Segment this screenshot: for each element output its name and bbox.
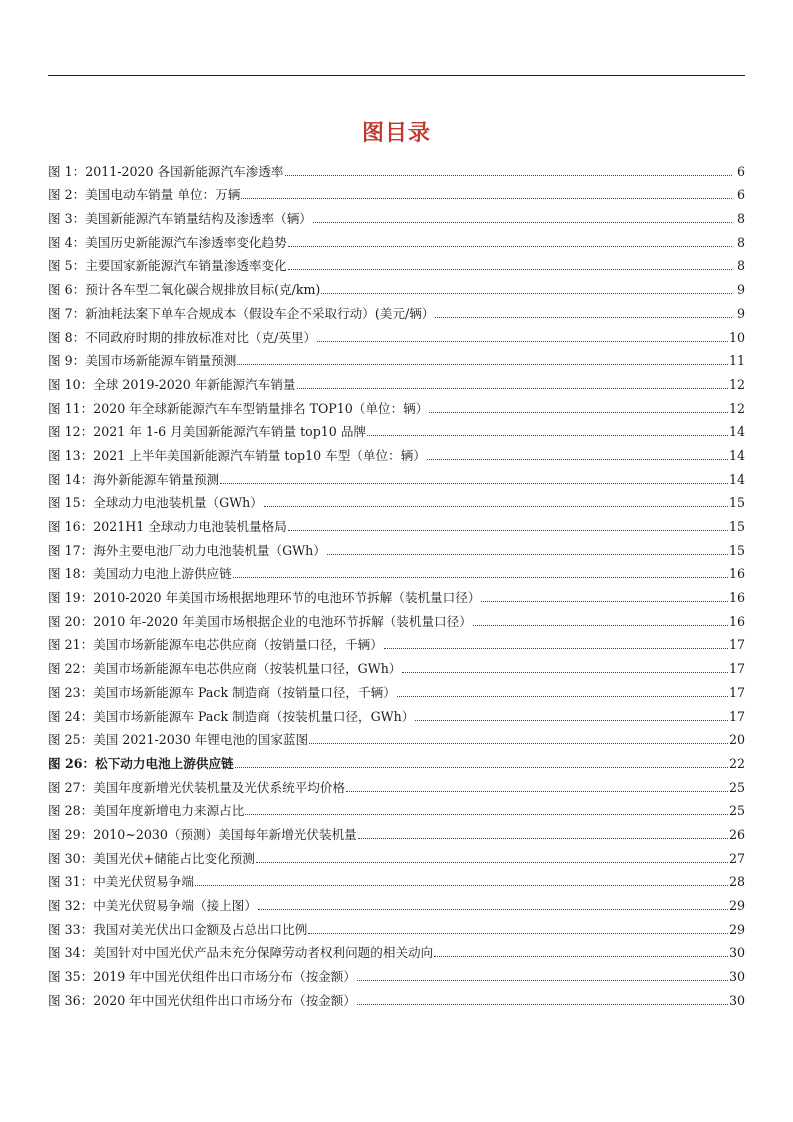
toc-entry-page: 16 (728, 613, 745, 629)
toc-entry-page: 22 (728, 755, 745, 771)
toc-entry-label: 图 19：2010-2020 年美国市场根据地理环节的电池环节拆解（装机量口径） (48, 590, 481, 606)
dot-leader (256, 861, 728, 863)
dot-leader (415, 719, 728, 721)
toc-entry-label: 图 33：我国对美光伏出口金额及占总出口比例 (48, 921, 308, 937)
toc-entry-label: 图 5：主要国家新能源汽车销量渗透率变化 (48, 258, 287, 274)
toc-entry[interactable] (48, 700, 745, 724)
dot-leader (402, 671, 728, 673)
toc-entry-label: 图 9：美国市场新能源车销量预测 (48, 353, 237, 369)
toc-entry-page: 17 (728, 661, 745, 677)
toc-entry[interactable] (48, 771, 745, 795)
toc-entry-page: 28 (728, 874, 745, 890)
toc-entry-label: 图 18：美国动力电池上游供应链 (48, 566, 232, 582)
dot-leader (358, 837, 728, 839)
toc-entry-page: 15 (728, 519, 745, 534)
toc-entry[interactable] (48, 416, 745, 440)
toc-entry-label: 图 12：2021 年 1-6 月美国新能源汽车销量 top10 品牌 (48, 424, 367, 440)
toc-entry[interactable] (48, 913, 745, 937)
toc-entry-page: 27 (728, 850, 745, 866)
toc-entry-label: 图 20：2010 年-2020 年美国市场根据企业的电池环节拆解（装机量口径） (48, 613, 472, 629)
toc-entry-page: 9 (736, 305, 745, 321)
toc-entry[interactable] (48, 818, 745, 842)
toc-entry[interactable] (48, 984, 745, 1008)
dot-leader (297, 387, 728, 389)
toc-entry-page: 26 (728, 826, 745, 842)
dot-leader (235, 766, 728, 768)
dot-leader (346, 790, 728, 792)
toc-entry[interactable] (48, 273, 745, 297)
toc-entry[interactable] (48, 179, 745, 203)
toc-entry[interactable] (48, 297, 745, 321)
toc-entry[interactable] (48, 747, 745, 771)
toc-entry-label: 图 8：不同政府时期的排放标准对比（克/英里） (48, 329, 317, 345)
toc-entry[interactable] (48, 226, 745, 250)
dot-leader (434, 955, 728, 957)
dot-leader (429, 411, 728, 413)
toc-entry-page: 12 (728, 376, 745, 392)
toc-entry-label: 图 28：美国年度新增电力来源占比 (48, 803, 245, 819)
toc-entry-label: 图 29：2010~2030（预测）美国每年新增光伏装机量 (48, 826, 357, 842)
toc-entry[interactable] (48, 558, 745, 582)
toc-entry[interactable] (48, 510, 745, 534)
toc-entry[interactable] (48, 321, 745, 345)
dot-leader (357, 979, 728, 981)
toc-entry-page: 29 (728, 921, 745, 937)
toc-entry[interactable] (48, 937, 745, 961)
toc-entry-page: 17 (728, 708, 745, 724)
toc-entry-label: 图 34：美国针对中国光伏产品未充分保障劳动者权利问题的相关动向 (48, 945, 434, 961)
dot-leader (481, 600, 728, 602)
toc-entry[interactable] (48, 676, 745, 700)
dot-leader (245, 813, 728, 815)
dot-leader (308, 932, 728, 934)
toc-entry-label: 图 10：全球 2019-2020 年新能源汽车销量 (48, 376, 296, 392)
toc-entry[interactable] (48, 155, 745, 179)
toc-entry[interactable] (48, 795, 745, 819)
toc-entry[interactable] (48, 866, 745, 890)
dot-leader (237, 363, 728, 365)
toc-entry-label: 图 26：松下动力电池上游供应链 (48, 755, 234, 771)
toc-entry-page: 17 (728, 684, 745, 700)
toc-entry-label: 图 4：美国历史新能源汽车渗透率变化趋势 (48, 234, 287, 250)
toc-entry-label: 图 16：2021H1 全球动力电池装机量格局 (48, 519, 287, 534)
toc-entry-page: 6 (736, 187, 745, 203)
dot-leader (288, 268, 732, 270)
toc-entry-page: 9 (736, 282, 745, 298)
toc-entry-page: 15 (728, 542, 745, 558)
toc-entry-page: 29 (728, 898, 745, 913)
toc-entry-label: 图 7：新油耗法案下单车合规成本（假设车企不采取行动）(美元/辆） (48, 305, 435, 321)
toc-entry-page: 25 (728, 779, 745, 795)
toc-entry-label: 图 3：美国新能源汽车销量结构及渗透率（辆） (48, 211, 312, 227)
toc-entry-label: 图 30：美国光伏+储能占比变化预测 (48, 850, 255, 866)
dot-leader (241, 197, 732, 199)
page-title: 图目录 (361, 121, 431, 146)
dot-leader (384, 647, 728, 649)
toc-entry-page: 25 (728, 803, 745, 819)
toc-entry[interactable] (48, 368, 745, 392)
toc-entry-page: 16 (728, 590, 745, 606)
toc-entry[interactable] (48, 581, 745, 605)
toc-entry[interactable] (48, 889, 745, 913)
toc-entry[interactable] (48, 605, 745, 629)
toc-entry[interactable] (48, 463, 745, 487)
toc-entry-page: 14 (728, 471, 745, 487)
dot-leader (288, 245, 732, 247)
toc-entry[interactable] (48, 724, 745, 748)
toc-entry-page: 8 (736, 258, 745, 274)
header-rule (48, 75, 745, 76)
dot-leader (367, 434, 728, 436)
toc-entry-page: 30 (728, 969, 745, 985)
dot-leader (220, 482, 728, 484)
toc-entry-label: 图 22：美国市场新能源车电芯供应商（按装机量口径，GWh） (48, 661, 402, 677)
dot-leader (427, 458, 728, 460)
toc-entry[interactable] (48, 202, 745, 226)
dot-leader (357, 1003, 728, 1005)
dot-leader (233, 576, 728, 578)
toc-entry-label: 图 24：美国市场新能源车 Pack 制造商（按装机量口径，GWh） (48, 708, 415, 724)
dot-leader (288, 529, 728, 531)
toc-entry[interactable] (48, 392, 745, 416)
dot-leader (313, 221, 732, 223)
toc-entry[interactable] (48, 842, 745, 866)
toc-entry-label: 图 27：美国年度新增光伏装机量及光伏系统平均价格 (48, 779, 346, 795)
toc-entry-page: 30 (728, 992, 745, 1008)
dot-leader (327, 553, 728, 555)
toc-entry-page: 11 (728, 353, 745, 369)
toc-entry-page: 8 (736, 234, 745, 250)
dot-leader (285, 174, 733, 176)
toc-entry-label: 图 17：海外主要电池厂动力电池装机量（GWh） (48, 542, 326, 558)
toc-entry-page: 14 (728, 447, 745, 463)
toc-entry-label: 图 35：2019 年中国光伏组件出口市场分布（按金额） (48, 969, 356, 985)
dot-leader (473, 624, 728, 626)
dot-leader (317, 340, 728, 342)
toc-entry[interactable] (48, 960, 745, 984)
toc-entry-page: 30 (728, 945, 745, 961)
toc-entry-page: 16 (728, 566, 745, 582)
toc-entry-label: 图 2：美国电动车销量 单位：万辆 (48, 187, 241, 203)
toc-entry[interactable] (48, 487, 745, 511)
toc-entry-page: 10 (728, 329, 745, 345)
toc-entry-label: 图 15：全球动力电池装机量（GWh） (48, 495, 263, 511)
toc-entry[interactable] (48, 250, 745, 274)
toc-entry[interactable] (48, 629, 745, 653)
toc-entry-page: 14 (728, 424, 745, 440)
dot-leader (321, 292, 732, 294)
dot-leader (195, 884, 728, 886)
toc-entry-label: 图 21：美国市场新能源车电芯供应商（按销量口径，千辆） (48, 637, 383, 653)
toc-entry-label: 图 1：2011-2020 各国新能源汽车渗透率 (48, 163, 284, 179)
toc-entry-page: 12 (728, 400, 745, 416)
toc-entry[interactable] (48, 534, 745, 558)
toc-entry-label: 图 36：2020 年中国光伏组件出口市场分布（按金额） (48, 992, 356, 1008)
dot-leader (309, 742, 728, 744)
toc-entry-label: 图 25：美国 2021-2030 年锂电池的国家蓝图 (48, 732, 309, 748)
toc-entry-label: 图 14：海外新能源车销量预测 (48, 471, 220, 487)
dot-leader (258, 908, 728, 910)
dot-leader (435, 316, 732, 318)
toc-entry-label: 图 13：2021 上半年美国新能源汽车销量 top10 车型（单位：辆） (48, 447, 426, 463)
dot-leader (397, 695, 728, 697)
toc-entry-label: 图 6：预计各车型二氧化碳合规排放目标(克/km) (48, 282, 321, 298)
toc-entry-page: 15 (728, 495, 745, 511)
toc-entry-page: 6 (736, 163, 745, 179)
toc-entry-page: 20 (728, 732, 745, 748)
figure-list (48, 155, 745, 1008)
toc-entry[interactable] (48, 439, 745, 463)
toc-entry[interactable] (48, 345, 745, 369)
toc-entry-label: 图 11：2020 年全球新能源汽车车型销量排名 TOP10（单位：辆） (48, 400, 429, 416)
toc-entry[interactable] (48, 652, 745, 676)
toc-entry-label: 图 32：中美光伏贸易争端（接上图） (48, 898, 257, 913)
toc-entry-page: 8 (736, 211, 745, 227)
toc-entry-label: 图 31：中美光伏贸易争端 (48, 874, 194, 890)
dot-leader (264, 505, 728, 507)
toc-entry-page: 17 (728, 637, 745, 653)
toc-entry-label: 图 23：美国市场新能源车 Pack 制造商（按销量口径，千辆） (48, 684, 396, 700)
